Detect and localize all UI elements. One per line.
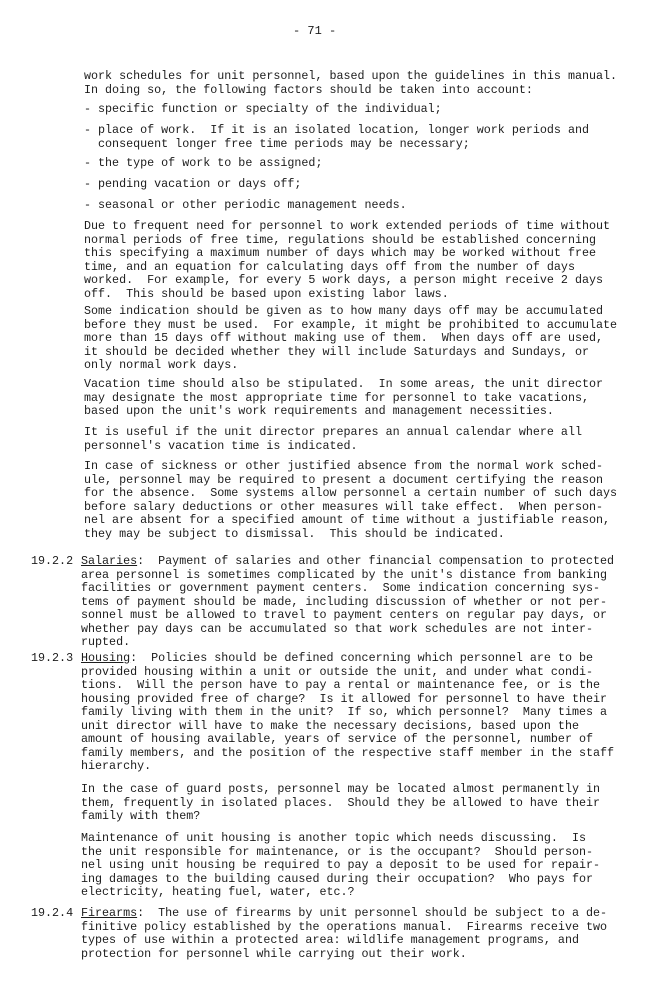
text-line: - pending vacation or days off; [84, 177, 302, 191]
paragraph [84, 305, 617, 373]
text-line: ing damages to the building caused during their occupation? Who pays for [81, 871, 593, 886]
text-line: - place of work. If it is an isolated location, longer work periods and [84, 123, 589, 137]
paragraph [84, 220, 610, 301]
text: : The use of firearms by unit personnel should be subject to a de- [137, 906, 608, 920]
text-line: for the absence. Some systems allow personnel a certain number of such days [84, 486, 618, 500]
text-line: finitive policy established by the operations manual. Firearms receive two [81, 919, 608, 934]
text-line: family members, and the position of the respective staff member in the staff [81, 745, 615, 760]
text-line: more than 15 days off without making use of them. When days off are used, [84, 331, 604, 345]
text-line: hierarchy. [81, 759, 152, 773]
text-line: In the case of guard posts, personnel may be located almost permanently in [81, 782, 601, 796]
text-line: normal periods of free time, regulations should be established concerning [84, 232, 596, 247]
text-line: work schedules for unit personnel, based upon the guidelines in this manual. [84, 69, 618, 83]
bullet-item [84, 124, 589, 151]
housing-paragraph [81, 783, 600, 824]
text-line: family living with them in the unit? If so, which personnel? Many times a [81, 705, 608, 719]
text-line: Due to frequent need for personnel to work extended periods of time without [84, 219, 611, 233]
text-line: family with them? [81, 809, 201, 823]
text-line: tems of payment should be made, including discussion of whether or not per- [81, 594, 608, 609]
text-line: housing provided free of charge? Is it allowed for personnel to have their [81, 691, 608, 706]
text-line: before salary deductions or other measures will take effect. When person- [84, 499, 604, 514]
section-number: 19.2.3 [31, 651, 74, 665]
text-line: whether pay days can be accumulated so that work schedules are not inter- [81, 621, 593, 636]
text-line: this specifying a maximum number of days which may be worked without free [84, 246, 596, 260]
text-line: based upon the unit's work requirements and management necessities. [84, 404, 554, 418]
text-line: they may be subject to dismissal. This should be indicated. [84, 526, 505, 541]
section-number: 19.2.2 [31, 554, 74, 568]
text-line: - seasonal or other periodic management needs. [84, 198, 407, 212]
text-line: - specific function or specialty of the individual; [84, 102, 442, 116]
text-line: Maintenance of unit housing is another topic which needs discussing. Is [81, 831, 586, 845]
section-heading: Firearms [81, 906, 138, 920]
text-line: ule, personnel may be required to present a document certifying the reason [84, 472, 604, 487]
section-heading: Salaries [81, 554, 138, 568]
text: : Policies should be defined concerning which personnel are to be [130, 651, 594, 665]
text-line: worked. For example, for every 5 work days, a person might receive 2 days [84, 273, 604, 287]
text-line: it should be decided whether they will include Saturdays and Sundays, or [84, 344, 589, 359]
text-line: In doing so, the following factors should be taken into account: [84, 82, 533, 97]
text-line: rupted. [81, 635, 131, 649]
text-line: Vacation time should also be stipulated. In some areas, the unit director [84, 377, 604, 391]
text-line: facilities or government payment centers. Some indication concerning sys- [81, 581, 601, 595]
text-line: provided housing within a unit or outside the unit, and under what condi- [81, 664, 593, 679]
bullet-item [84, 178, 301, 192]
text-line: tions. Will the person have to pay a rental or maintenance fee, or is the [81, 678, 601, 692]
paragraph [84, 426, 582, 453]
text-line: In case of sickness or other justified absence from the normal work sched- [84, 459, 604, 473]
text-line: off. This should be based upon existing labor laws. [84, 286, 449, 301]
bullet-item [84, 103, 442, 117]
text-line: protection for personnel while carrying out their work. [81, 946, 467, 961]
text-line: electricity, heating fuel, water, etc.? [81, 885, 355, 899]
text-line: sonnel must be allowed to travel to payment centers on regular pay days, or [81, 608, 608, 622]
text-line: may designate the most appropriate time for personnel to take vacations, [84, 390, 589, 405]
paragraph [84, 378, 603, 419]
text-line: area personnel is sometimes complicated by the unit's distance from banking [81, 567, 608, 582]
paragraph [84, 460, 617, 541]
text-line: types of use within a protected area: wildlife management programs, and [81, 933, 579, 947]
text-line: personnel's vacation time is indicated. [84, 438, 358, 453]
bullet-item [84, 157, 322, 171]
text-line: Some indication should be given as to how many days off may be accumulated [84, 304, 604, 318]
text-line: amount of housing available, years of service of the personnel, number of [81, 732, 593, 746]
text: : Payment of salaries and other financial compensation to protected [137, 554, 615, 568]
bullet-item [84, 199, 407, 213]
text-line: unit director will have to make the necessary decisions, based upon the [81, 718, 579, 733]
text-line: the unit responsible for maintenance, or is the occupant? Should person- [81, 844, 593, 859]
section-number: 19.2.4 [31, 906, 74, 920]
section-firearms [81, 907, 607, 961]
section-salaries [81, 555, 614, 650]
text-line: nel are absent for a specified amount of time without a justifiable reason, [84, 513, 611, 527]
text-line: only normal work days. [84, 358, 239, 372]
section-housing [81, 652, 614, 774]
text-line: nel using unit housing be required to pay a deposit to be used for repair- [81, 858, 601, 872]
page-number: - 71 - [293, 24, 337, 38]
intro-paragraph [84, 70, 617, 97]
text-line: before they must be used. For example, it might be prohibited to accumulate [84, 317, 618, 332]
section-heading: Housing [81, 651, 131, 665]
text-line: them, frequently in isolated places. Should they be allowed to have their [81, 795, 601, 810]
text-line: It is useful if the unit director prepares an annual calendar where all [84, 425, 582, 439]
text-line: consequent longer free time periods may be necessary; [84, 136, 470, 151]
text-line: time, and an equation for calculating days off from the number of days [84, 259, 575, 274]
text-line: - the type of work to be assigned; [84, 156, 323, 170]
housing-paragraph [81, 832, 600, 900]
